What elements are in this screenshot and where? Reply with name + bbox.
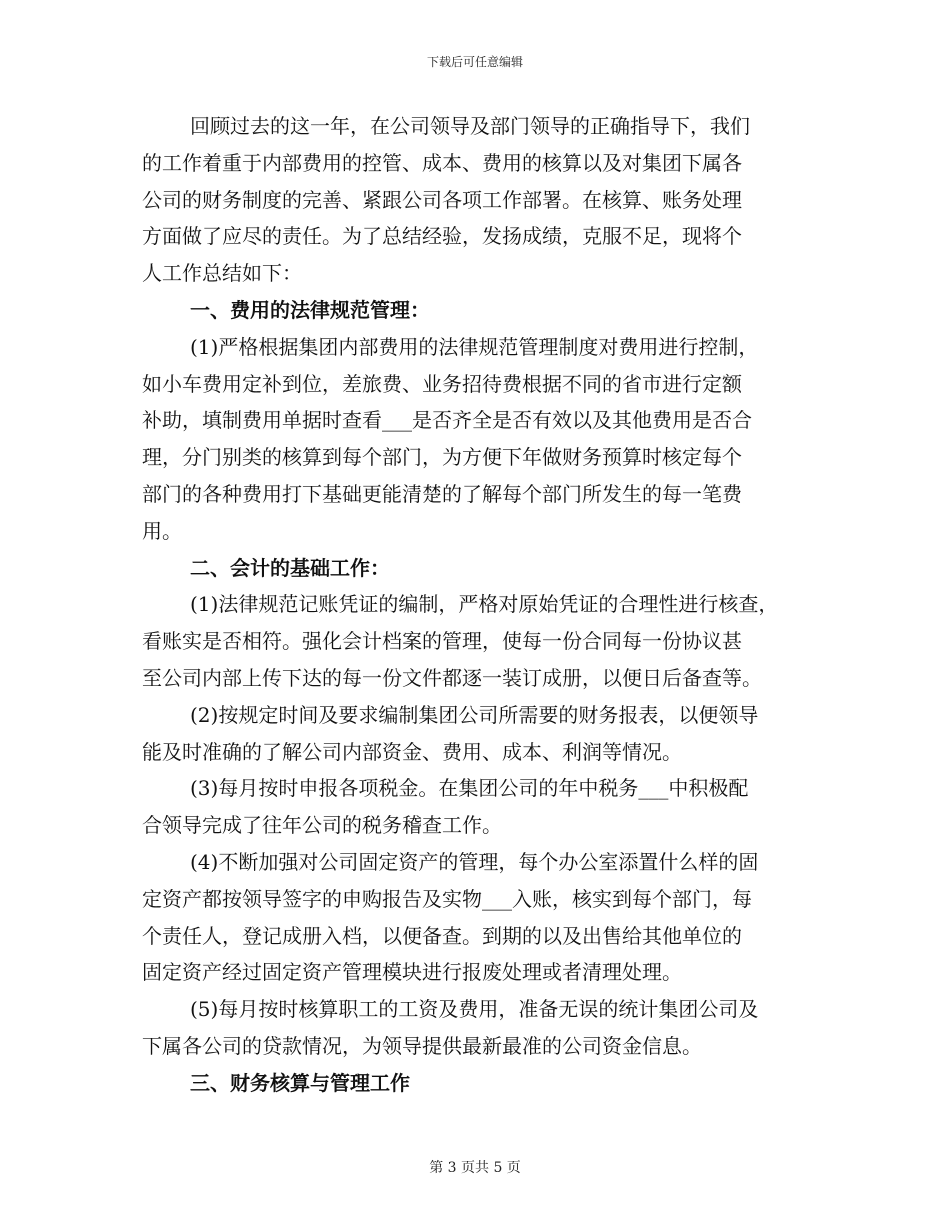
text-line: 固定资产经过固定资产管理模块进行报废处理或者清理处理。 <box>142 960 682 985</box>
text-line: 补助，填制费用单据时查看___是否齐全是否有效以及其他费用是否合 <box>142 408 752 433</box>
text-line: (4)不断加强对公司固定资产的管理，每个办公室添置什么样的固 <box>190 849 759 874</box>
page-header-note: 下载后可任意编辑 <box>426 55 523 69</box>
text-line: (1)严格根据集团内部费用的法律规范管理制度对费用进行控制， <box>190 334 759 359</box>
text-line: 的工作着重于内部费用的控管、成本、费用的核算以及对集团下属各 <box>142 150 742 175</box>
text-line: 合领导完成了往年公司的税务稽查工作。 <box>142 813 502 838</box>
section-heading: 二、会计的基础工作： <box>190 555 390 580</box>
text-line: (1)法律规范记账凭证的编制，严格对原始凭证的合理性进行核查， <box>190 592 779 617</box>
text-line: 看账实是否相符。强化会计档案的管理，使每一份合同每一份协议甚 <box>142 629 742 654</box>
text-line: (3)每月按时申报各项税金。在集团公司的年中税务___中积极配 <box>190 776 749 801</box>
text-line: 回顾过去的这一年，在公司领导及部门领导的正确指导下，我们 <box>190 114 750 138</box>
text-line: 公司的财务制度的完善、紧跟公司各项工作部署。在核算、账务处理 <box>142 187 742 212</box>
text-line: 部门的各种费用打下基础更能清楚的了解每个部门所发生的每一笔费 <box>142 481 742 506</box>
section-heading: 一、费用的法律规范管理： <box>190 297 430 322</box>
text-line: 用。 <box>142 518 182 543</box>
page-footer-number: 第 3 页共 5 页 <box>429 1160 521 1176</box>
text-line: 方面做了应尽的责任。为了总结经验，发扬成绩，克服不足，现将个 <box>142 224 742 249</box>
text-line: 定资产都按领导签字的申购报告及实物___入账，核实到每个部门，每 <box>142 886 752 911</box>
text-line: 如小车费用定补到位，差旅费、业务招待费根据不同的省市进行定额 <box>142 371 742 396</box>
text-line: (5)每月按时核算职工的工资及费用，准备无误的统计集团公司及 <box>190 997 759 1022</box>
section-heading: 三、财务核算与管理工作 <box>190 1070 410 1095</box>
text-line: 下属各公司的贷款情况，为领导提供最新最准的公司资金信息。 <box>142 1033 702 1058</box>
document-body <box>142 108 812 1102</box>
text-line: 个责任人，登记成册入档，以便备查。到期的以及出售给其他单位的 <box>142 923 742 948</box>
text-line: 理，分门别类的核算到每个部门，为方便下年做财务预算时核定每个 <box>142 445 742 470</box>
text-line: 能及时准确的了解公司内部资金、费用、成本、利润等情况。 <box>142 739 682 764</box>
text-line: 至公司内部上传下达的每一份文件都逐一装订成册，以便日后备查等。 <box>142 665 762 690</box>
text-line: (2)按规定时间及要求编制集团公司所需要的财务报表，以便领导 <box>190 702 759 727</box>
text-line: 人工作总结如下： <box>142 261 302 286</box>
